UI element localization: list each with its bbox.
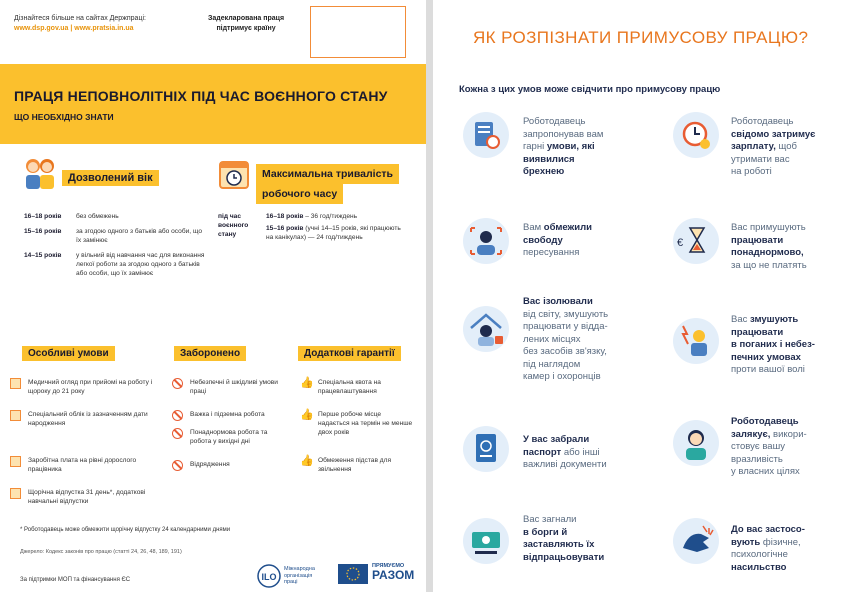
sign-line-bold: У вас забрали xyxy=(523,434,590,445)
title-banner xyxy=(0,64,426,144)
guarantee-item-text: Перше робоче місце надається на термін не менше двох років xyxy=(318,411,413,436)
sign-line-bold: працювати xyxy=(731,326,784,338)
prohibited-icon xyxy=(172,410,183,421)
header-slogan xyxy=(208,14,284,34)
special-item-text: Заробітна плата на рівні дорослого працівника xyxy=(28,457,137,473)
duration-title-line2: робочого часу xyxy=(256,184,343,204)
header-site-text: Дізнайтеся більше на сайтах Держпраці: xyxy=(14,15,146,22)
sign-line-bold: паспорт xyxy=(523,446,562,458)
duration-section-title xyxy=(256,164,399,204)
special-item xyxy=(28,378,160,396)
sign-line: запропонував вам xyxy=(523,128,604,140)
sign-line: працювати у відда- xyxy=(523,321,608,332)
age-row xyxy=(24,227,214,245)
page-title: ПРАЦЯ НЕПОВНОЛІТНІХ ПІД ЧАС ВОЄННОГО СТАНУ xyxy=(14,88,388,104)
thumbs-up-icon: 👍 xyxy=(300,455,314,467)
sign-line: за що не платять xyxy=(731,259,807,271)
sign-line: Роботодавець xyxy=(731,116,794,127)
duration-values xyxy=(266,212,406,242)
age-row-text: без обмежень xyxy=(76,213,119,220)
duration-label-line1: під час xyxy=(218,213,241,220)
eu-slogan xyxy=(372,563,414,581)
check-icon xyxy=(10,488,21,499)
sign-line: від світу, змушують xyxy=(523,308,609,320)
footnote: * Роботодавець може обмежити щорічну відпустку 24 календарними днями xyxy=(20,527,231,533)
sign-line-bold: виявилися xyxy=(523,153,575,165)
guarantee-item xyxy=(300,409,413,437)
prohibited-icon xyxy=(172,460,183,471)
guarantee-item-text: Спеціальна квота на працевлаштування xyxy=(318,379,381,395)
sign-line-bold: залякує, xyxy=(731,428,771,440)
sign-line-bold: вують xyxy=(731,536,761,548)
age-row-age: 14–15 років xyxy=(24,252,62,259)
sign-line: під наглядом xyxy=(523,358,581,370)
prohibited-icon xyxy=(172,378,183,389)
sign-line: психологічне xyxy=(731,549,788,560)
age-row-age: 16–18 років xyxy=(24,213,62,220)
isolated-house-icon xyxy=(463,306,509,352)
special-item xyxy=(28,488,160,506)
frightened-person-icon xyxy=(673,420,719,466)
forbidden-item xyxy=(190,428,290,446)
sign-line: камер і охоронців xyxy=(523,371,601,382)
special-title-label: Особливі умови xyxy=(22,346,115,361)
forced-labor-title: ЯК РОЗПІЗНАТИ ПРИМУСОВУ ПРАЦЮ? xyxy=(473,28,809,47)
special-item-text: Щорічна відпустка 31 день*, додаткові навчальні відпустки xyxy=(28,489,146,505)
sign-line-bold: заставляють їх xyxy=(523,539,595,550)
forbidden-item-text: Відрядження xyxy=(190,461,230,468)
forbidden-item-text: Важка і підземна робота xyxy=(190,411,265,418)
check-icon xyxy=(10,456,21,467)
check-icon xyxy=(10,410,21,421)
eu-slogan-small: ПРЯМУЄМО xyxy=(372,563,405,569)
sign-line: вразливість xyxy=(731,453,783,465)
special-item xyxy=(28,410,148,428)
leaflet-right-page xyxy=(433,0,855,592)
ilo-logo xyxy=(256,564,282,588)
guarantee-item-text: Обмеження підстав для звільнення xyxy=(318,457,392,473)
sign-line: пересування xyxy=(523,247,580,258)
eu-flag xyxy=(338,564,368,584)
special-item-text: Спеціальний облік із зазначенням дати народження xyxy=(28,411,148,427)
sign-line: лених місцях xyxy=(523,333,581,345)
guarantees-section-title xyxy=(298,346,401,361)
hourglass-euro-icon xyxy=(673,218,719,264)
sign-line: або інші xyxy=(561,446,600,458)
sign-line: Вас примушують xyxy=(731,222,806,233)
forced-labor-subtitle: Кожна з цих умов може свідчити про примусову працю xyxy=(459,84,721,95)
age-row-age: 15–16 років xyxy=(24,228,62,235)
forbidden-item xyxy=(190,410,290,419)
guarantees-title-label: Додаткові гарантії xyxy=(298,346,401,361)
age-row xyxy=(24,212,214,221)
sign-line-bold: Вас ізолювали xyxy=(523,296,593,307)
clock-alert-icon xyxy=(673,112,719,158)
sign-line: викори- xyxy=(770,428,807,440)
age-row xyxy=(24,251,214,278)
guarantee-item xyxy=(300,377,413,396)
sign-line: Вам xyxy=(523,222,544,233)
sign-line: Вас xyxy=(731,314,751,325)
sign-line-bold: зарплату, xyxy=(731,141,776,152)
header-sites xyxy=(14,14,146,34)
logo-frame xyxy=(310,6,406,58)
slogan-line1: Задекларована праця xyxy=(208,15,285,22)
duration-label xyxy=(218,212,263,239)
sign-line-bold: До вас застосо- xyxy=(731,524,805,535)
sign-line: у власних цілях xyxy=(731,466,800,477)
guarantee-item xyxy=(300,455,413,474)
sign-item xyxy=(731,222,807,272)
sign-line: гарні xyxy=(523,141,547,152)
duration-title-line1: Максимальна тривалість xyxy=(256,164,399,184)
age-row-text: за згодою одного з батьків або особи, що їх замінює xyxy=(76,228,202,244)
restricted-person-icon xyxy=(463,218,509,264)
age-title-label: Дозволений вік xyxy=(62,170,159,186)
duration-label-line2: воєнного xyxy=(218,222,249,229)
passport-icon xyxy=(463,426,509,472)
sign-line-bold: брехнею xyxy=(523,166,565,177)
sign-line: щоб xyxy=(775,141,797,152)
violence-hand-icon xyxy=(673,518,719,564)
sign-line-bold: в поганих і небез- xyxy=(731,339,815,350)
sign-line: проти вашої волі xyxy=(731,364,805,375)
duration-hours-1: – 36 год/тиждень xyxy=(303,213,358,220)
sign-line-bold: працювати xyxy=(731,234,784,246)
sign-line: утримати вас xyxy=(731,153,790,165)
eu-slogan-big: РАЗОМ xyxy=(372,568,415,582)
forbidden-item-text: Небезпечні й шкідливі умови праці xyxy=(190,379,278,395)
sign-line: важливі документи xyxy=(523,459,607,470)
duration-age-2: 15–16 років xyxy=(266,225,304,232)
age-rows xyxy=(24,212,214,278)
svg-text:ILO: ILO xyxy=(261,572,277,582)
document-magnifier-icon xyxy=(463,112,509,158)
sign-line-bold: насильство xyxy=(731,561,787,573)
source-note: Джерело: Кодекс законів про працю (статті 24, 26, 48, 189, 191) xyxy=(20,549,182,555)
forbidden-title-label: Заборонено xyxy=(174,346,246,361)
sign-line-bold: Роботодавець xyxy=(731,416,799,427)
sign-line-bold: умови, які xyxy=(546,141,595,152)
support-note: За підтримки МОП та фінансування ЄС xyxy=(20,577,131,583)
sign-item xyxy=(731,524,805,574)
sign-item xyxy=(523,514,604,564)
sign-item xyxy=(523,434,607,472)
sign-line: Роботодавець xyxy=(523,116,586,127)
special-section-title xyxy=(22,346,115,361)
forbidden-item xyxy=(190,378,290,396)
calendar-clock-icon xyxy=(218,158,250,190)
sign-line-bold: свободу xyxy=(523,234,563,246)
sign-item xyxy=(731,116,815,179)
sign-line-bold: обмежили xyxy=(543,222,592,233)
sign-line-bold: в борги й xyxy=(523,526,568,538)
sign-line: фізичне, xyxy=(760,536,801,548)
slogan-line2: підтримує країну xyxy=(216,25,276,32)
page-subtitle: ЩО НЕОБХІДНО ЗНАТИ xyxy=(14,112,114,122)
sign-line-bold: понаднормово, xyxy=(731,247,804,258)
age-row-text: у вільний від навчання час для виконання легкої роботи за згодою одного з батьків або особи, що їх замінює xyxy=(76,252,205,277)
ilo-text: Міжнародна організація праці xyxy=(284,566,315,585)
thumbs-up-icon: 👍 xyxy=(300,377,314,389)
duration-age-1: 16–18 років xyxy=(266,213,304,220)
children-icon xyxy=(22,156,58,190)
hazard-worker-icon xyxy=(673,318,719,364)
duration-hours-2: (учні 14–15 років, які працюють на канікулах) — 24 год/тиждень xyxy=(266,225,401,241)
sign-line: без засобів зв'язку, xyxy=(523,346,607,357)
money-debt-icon xyxy=(463,518,509,564)
sign-line-bold: печних умовах xyxy=(731,351,801,363)
forbidden-section-title xyxy=(174,346,246,361)
sign-item xyxy=(731,416,807,479)
sign-item xyxy=(523,116,603,179)
sign-line-bold: свідомо затримує xyxy=(731,128,816,140)
age-section-title xyxy=(62,170,159,186)
sign-item xyxy=(523,296,608,384)
duration-label-line3: стану xyxy=(218,231,237,238)
header-site-links[interactable]: www.dsp.gov.ua | www.pratsia.in.ua xyxy=(14,25,134,32)
sign-line-bold: відпрацьовувати xyxy=(523,551,605,563)
sign-line: Вас загнали xyxy=(523,514,577,525)
forbidden-item xyxy=(190,460,290,469)
sign-line: стовує вашу xyxy=(731,441,785,452)
forbidden-item-text: Понаднормова робота та робота у вихідні дні xyxy=(190,429,268,445)
sign-line: на роботі xyxy=(731,166,772,177)
leaflet-left-page xyxy=(0,0,426,592)
check-icon xyxy=(10,378,21,389)
special-item-text: Медичний огляд при прийомі на роботу і щороку до 21 року xyxy=(28,379,153,395)
thumbs-up-icon: 👍 xyxy=(300,409,314,421)
sign-item xyxy=(731,314,815,377)
sign-line-bold: змушують xyxy=(750,314,799,325)
prohibited-icon xyxy=(172,428,183,439)
svg-text:€: € xyxy=(677,237,684,249)
sign-item xyxy=(523,222,592,260)
special-item xyxy=(28,456,148,474)
